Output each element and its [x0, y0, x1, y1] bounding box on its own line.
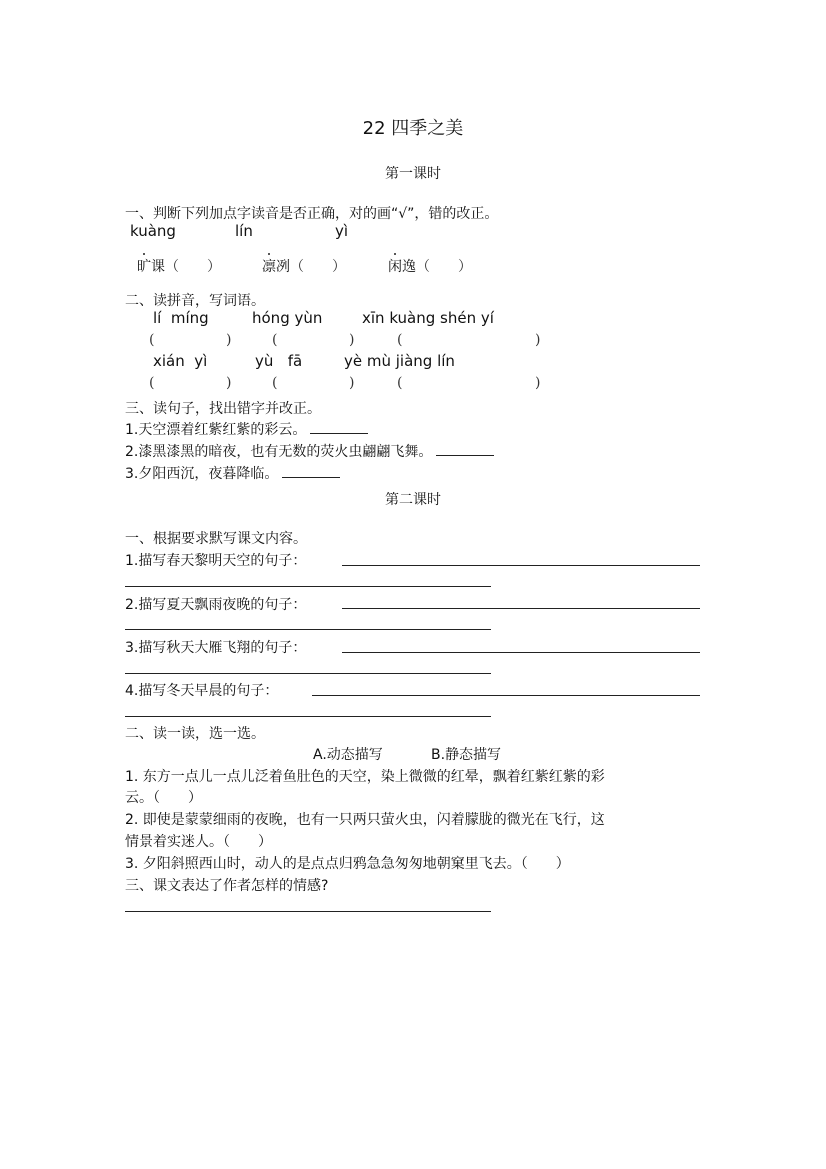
answer-line[interactable] — [125, 629, 491, 630]
l2-q1-item-2 — [125, 594, 306, 614]
answer-blank[interactable] — [282, 463, 340, 478]
lesson1-label: 第一课时 — [385, 166, 441, 182]
item-number: 3. — [125, 856, 139, 872]
lesson2-label: 第二课时 — [385, 492, 441, 508]
pinyin-word: hóng yùn — [252, 309, 323, 327]
l1-q1-word-2 — [262, 256, 346, 276]
l1-q1-pinyin-2: lín — [235, 222, 253, 240]
close-paren: ) — [226, 332, 232, 348]
answer-box[interactable] — [406, 375, 531, 393]
option-letter: A. — [313, 747, 327, 763]
answer-paren[interactable]: （ ） — [165, 259, 221, 275]
item-number: 1. — [125, 422, 139, 438]
l2-q2-item-1-line1 — [125, 766, 605, 786]
answer-line[interactable] — [342, 652, 700, 653]
option-b — [431, 744, 501, 764]
l2-q1-item-3 — [125, 637, 306, 657]
l1-q1-pinyin-3: yì — [335, 222, 349, 240]
dotted-char: 旷 — [137, 256, 151, 276]
close-paren: ) — [226, 375, 232, 391]
l2-q1-item-4 — [125, 680, 278, 700]
l1-q1-word-3 — [388, 256, 472, 276]
answer-line[interactable] — [125, 911, 491, 912]
item-text: 夕阳西沉，夜暮降临。 — [138, 466, 279, 482]
close-paren: ) — [349, 332, 355, 348]
answer-box[interactable] — [158, 375, 222, 393]
l2-q1-heading: 一、根据要求默写课文内容。 — [125, 531, 307, 547]
item-text: 即使是蒙蒙细雨的夜晚，也有一只两只萤火虫，闪着朦胧的微光在飞行，这 — [138, 812, 605, 828]
l2-q1-item-1 — [125, 550, 306, 570]
close-paren: ) — [535, 332, 541, 348]
answer-line[interactable] — [125, 716, 491, 717]
item-text: 天空漂着红紫红紫的彩云。 — [138, 422, 307, 438]
item-number: 4. — [125, 683, 139, 699]
l1-q3-item-1 — [125, 419, 368, 439]
item-text: 描写冬天早晨的句子： — [138, 683, 279, 699]
answer-paren[interactable]: （ ） — [416, 259, 472, 275]
open-paren: ( — [272, 332, 278, 348]
answer-blank[interactable] — [436, 441, 494, 456]
l2-q3-heading: 三、课文表达了作者怎样的情感? — [125, 878, 329, 894]
l1-q3-item-2 — [125, 441, 494, 461]
open-paren: ( — [149, 375, 155, 391]
answer-box[interactable] — [281, 375, 345, 393]
pinyin-word: yè mù jiàng lín — [344, 352, 455, 370]
item-number: 2. — [125, 812, 139, 828]
l2-q2-item-2-line1 — [125, 809, 605, 829]
open-paren: ( — [149, 332, 155, 348]
word-rest: 冽 — [276, 259, 290, 275]
item-number: 3. — [125, 640, 139, 656]
l1-q3-heading: 三、读句子，找出错字并改正。 — [125, 401, 321, 417]
answer-box[interactable] — [406, 332, 531, 350]
l1-q2-heading: 二、读拼音，写词语。 — [125, 293, 265, 309]
pinyin-word: xīn kuàng shén yí — [362, 309, 494, 327]
item-number: 1. — [125, 769, 139, 785]
close-paren: ) — [535, 375, 541, 391]
item-number: 1. — [125, 553, 139, 569]
item-text: 描写夏天飘雨夜晚的句子： — [138, 597, 307, 613]
l2-q2-item-1-line2[interactable]: 云。（ ） — [125, 790, 202, 806]
page-title: 22 四季之美 — [362, 118, 464, 139]
option-text: 静态描写 — [445, 747, 502, 763]
answer-paren[interactable]: （ ） — [290, 259, 346, 275]
item-text: 描写春天黎明天空的句子： — [138, 553, 307, 569]
answer-line[interactable] — [342, 565, 700, 566]
answer-blank[interactable] — [310, 419, 368, 434]
item-text: 描写秋天大雁飞翔的句子： — [138, 640, 307, 656]
answer-line[interactable] — [125, 673, 491, 674]
option-letter: B. — [431, 747, 446, 763]
answer-box[interactable] — [158, 332, 222, 350]
answer-box[interactable] — [281, 332, 345, 350]
answer-line[interactable] — [125, 586, 491, 587]
pinyin-word: xián yì — [153, 352, 208, 370]
open-paren: ( — [397, 332, 403, 348]
l1-q1-word-1 — [137, 256, 221, 276]
item-text: 漆黑漆黑的暗夜，也有无数的荧火虫翩翩飞舞。 — [138, 444, 433, 460]
l1-q1-heading: 一、判断下列加点字读音是否正确，对的画“√”，错的改正。 — [125, 206, 499, 222]
pinyin-word: lí míng — [153, 309, 209, 327]
l2-q2-item-3-line1[interactable] — [125, 853, 570, 873]
item-text: 夕阳斜照西山时，动人的是点点归鸦急急匆匆地朝窠里飞去。（ ） — [138, 856, 570, 872]
answer-line[interactable] — [342, 608, 700, 609]
word-rest: 课 — [151, 259, 165, 275]
l1-q1-pinyin-1: kuàng — [130, 222, 176, 240]
open-paren: ( — [397, 375, 403, 391]
l2-q2-heading: 二、读一读，选一选。 — [125, 726, 265, 742]
dotted-char: 凛 — [262, 256, 276, 276]
option-text: 动态描写 — [326, 747, 383, 763]
l2-q2-item-2-line2[interactable]: 情景着实迷人。（ ） — [125, 834, 272, 850]
dotted-char: 闲 — [388, 256, 402, 276]
open-paren: ( — [272, 375, 278, 391]
word-rest: 逸 — [402, 259, 416, 275]
pinyin-word: yù fā — [255, 352, 303, 370]
item-number: 2. — [125, 444, 139, 460]
item-text: 东方一点儿一点儿泛着鱼肚色的天空，染上微微的红晕，飘着红紫红紫的彩 — [138, 769, 605, 785]
option-a — [313, 744, 383, 764]
item-number: 2. — [125, 597, 139, 613]
answer-line[interactable] — [312, 695, 700, 696]
item-number: 3. — [125, 466, 139, 482]
close-paren: ) — [349, 375, 355, 391]
l1-q3-item-3 — [125, 463, 340, 483]
